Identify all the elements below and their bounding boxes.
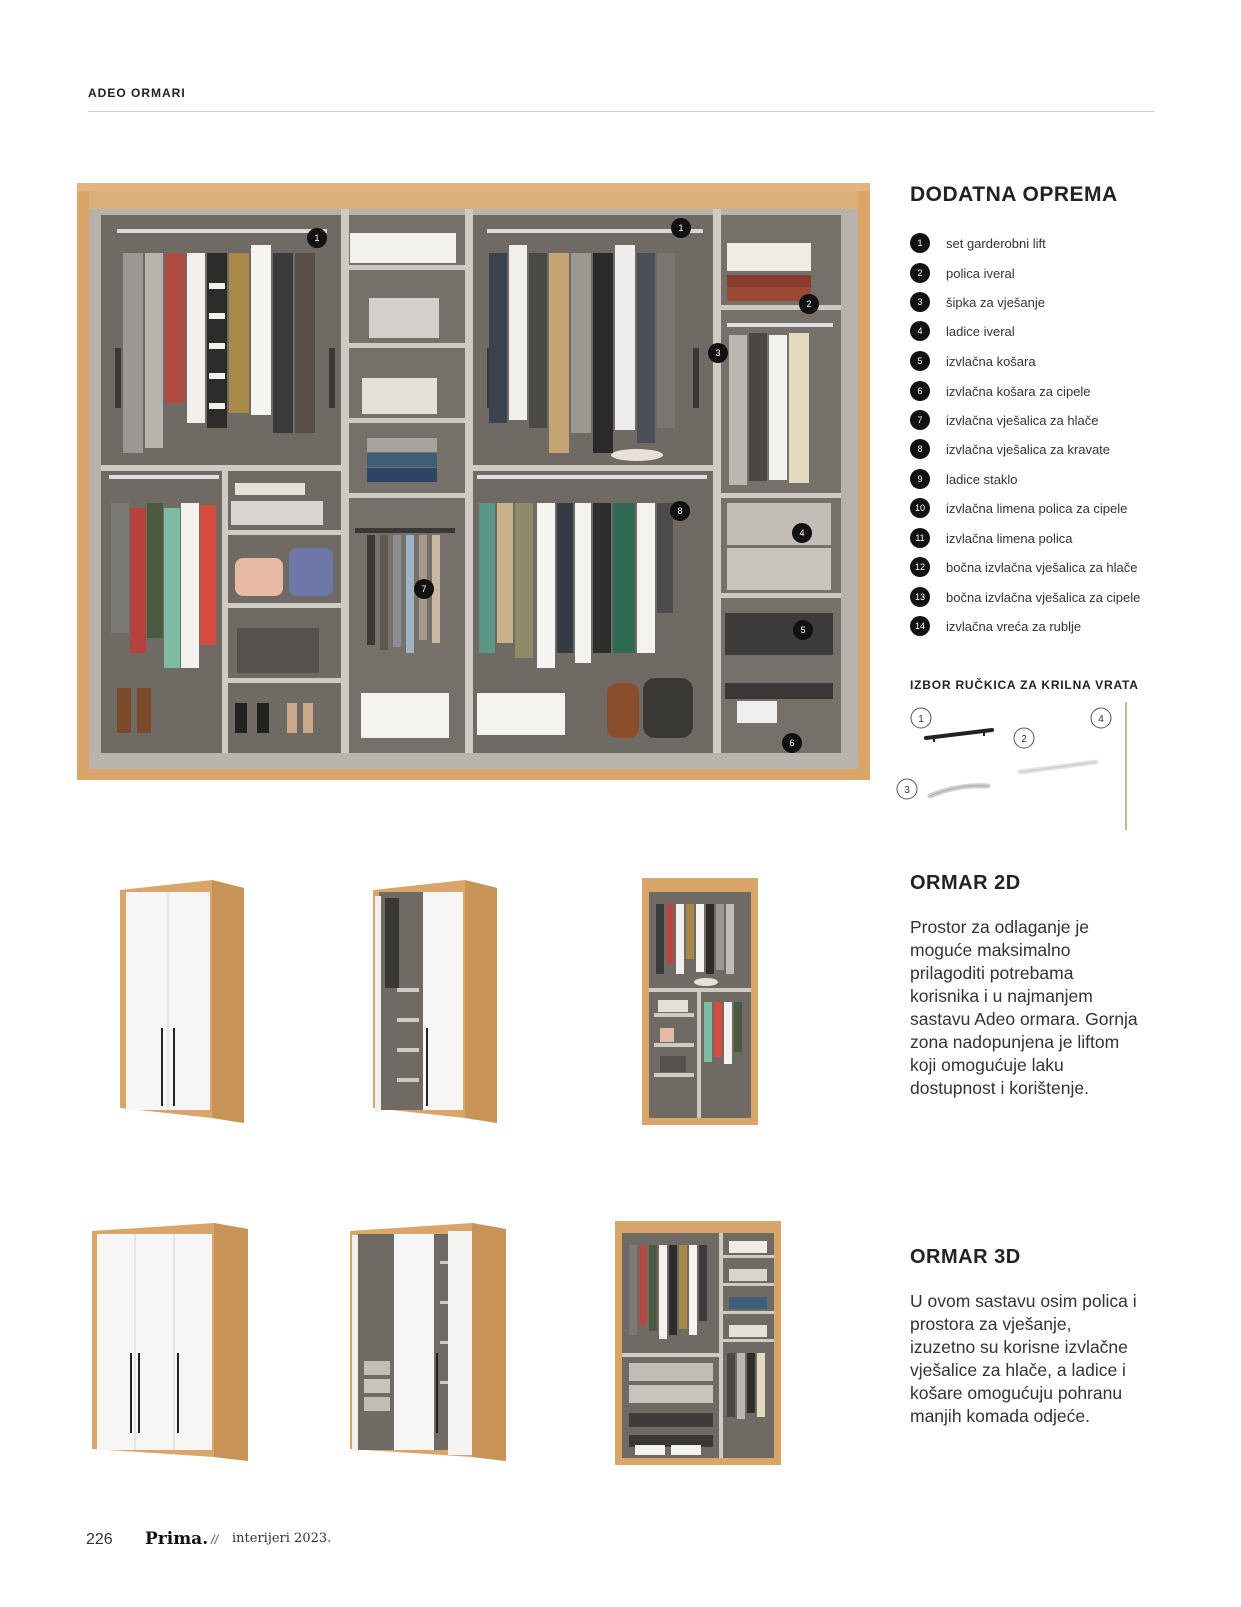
item-number: 6 [910,381,930,401]
list-item [910,409,1098,431]
item-number: 9 [910,469,930,489]
marker-1a-label: 1 [314,233,320,243]
item-label: izvlačna košara [946,353,1036,369]
wardrobe-3d-interior [615,1221,781,1465]
marker-5-label: 5 [800,625,806,635]
page-number: 226 [86,1531,113,1548]
marker-4-label: 4 [799,528,805,538]
wardrobe-2d-half-open [373,878,497,1128]
item-label: ladice iveral [946,323,1015,339]
list-item [910,527,1072,549]
publication-name: interijeri 2023. [232,1531,332,1546]
list-item [910,556,1138,578]
item-number: 5 [910,351,930,371]
item-number: 3 [910,292,930,312]
handle-option-3-label: 3 [904,785,910,796]
item-label: izvlačna vješalica za hlače [946,412,1099,428]
list-item [910,380,1091,402]
wardrobe-3d-half-open [350,1221,506,1467]
handle-option-2-label: 2 [1021,734,1027,745]
list-item [910,350,1036,372]
open-wardrobe-illustration [77,183,870,780]
handle-option-1-label: 1 [918,714,924,725]
item-number: 10 [910,498,930,518]
wardrobe-2d-closed [120,878,244,1128]
marker-2-label: 2 [806,299,812,309]
ormar-2d-description: Prostor za odlaganje je moguće maksimalno prilagoditi potrebama korisnika i u najmanjem sastavu Adeo ormara. Gornja zona nadopunjena je liftom koji omogućuje laku dostupnost i korištenje. [910,917,1138,1098]
wardrobe-2d-interior [642,878,758,1125]
handle-options [896,702,1156,832]
item-label: izvlačna košara za cipele [946,383,1091,399]
marker-7-label: 7 [421,584,427,594]
list-item [910,291,1045,313]
marker-1b-label: 1 [678,223,684,233]
list-item [910,438,1110,460]
item-number: 1 [910,233,930,253]
marker-3-label: 3 [715,348,721,358]
item-label: šipka za vješanje [946,294,1045,310]
list-item [910,468,1018,490]
list-item [910,615,1081,637]
item-label: set garderobni lift [946,235,1046,251]
wardrobe-3d-closed [92,1221,248,1467]
item-number: 4 [910,321,930,341]
item-label: bočna izvlačna vješalica za cipele [946,589,1141,605]
item-number: 11 [910,528,930,548]
item-label: izvlačna vreća za rublje [946,618,1082,634]
section-label: ADEO ORMARI [88,86,186,100]
ormar-2d-title: ORMAR 2D [910,872,1021,894]
list-item [910,586,1140,608]
item-number: 7 [910,410,930,430]
handles-title: IZBOR RUČKICA ZA KRILNA VRATA [910,678,1139,692]
brand-logo: Prima. [145,1529,209,1549]
item-number: 8 [910,439,930,459]
item-label: polica iveral [946,265,1015,281]
list-item [910,497,1127,519]
item-label: bočna izvlačna vješalica za hlače [946,559,1138,575]
item-label: izvlačna limena polica [946,530,1073,546]
item-label: izvlačna limena polica za cipele [946,500,1128,516]
item-label: izvlačna vješalica za kravate [946,441,1111,457]
header-divider [88,111,1154,112]
ormar-3d-description: U ovom sastavu osim polica i prostora za vješanje, izuzetno su korisne izvlačne vješalice za hlače, a ladice i košare omogućuju pohranu manjih komada odjeće. [910,1291,1137,1426]
footer-separator: // [211,1532,219,1547]
marker-6-label: 6 [789,738,795,748]
marker-8-label: 8 [677,506,683,516]
item-number: 12 [910,557,930,577]
list-item [910,320,1015,342]
list-item [910,262,1015,284]
item-label: ladice staklo [946,471,1018,487]
extras-title: DODATNA OPREMA [910,183,1118,206]
item-number: 13 [910,587,930,607]
list-item [910,232,1046,254]
item-number: 14 [910,616,930,636]
handle-option-4-label: 4 [1098,714,1104,725]
item-number: 2 [910,263,930,283]
ormar-3d-title: ORMAR 3D [910,1246,1021,1268]
